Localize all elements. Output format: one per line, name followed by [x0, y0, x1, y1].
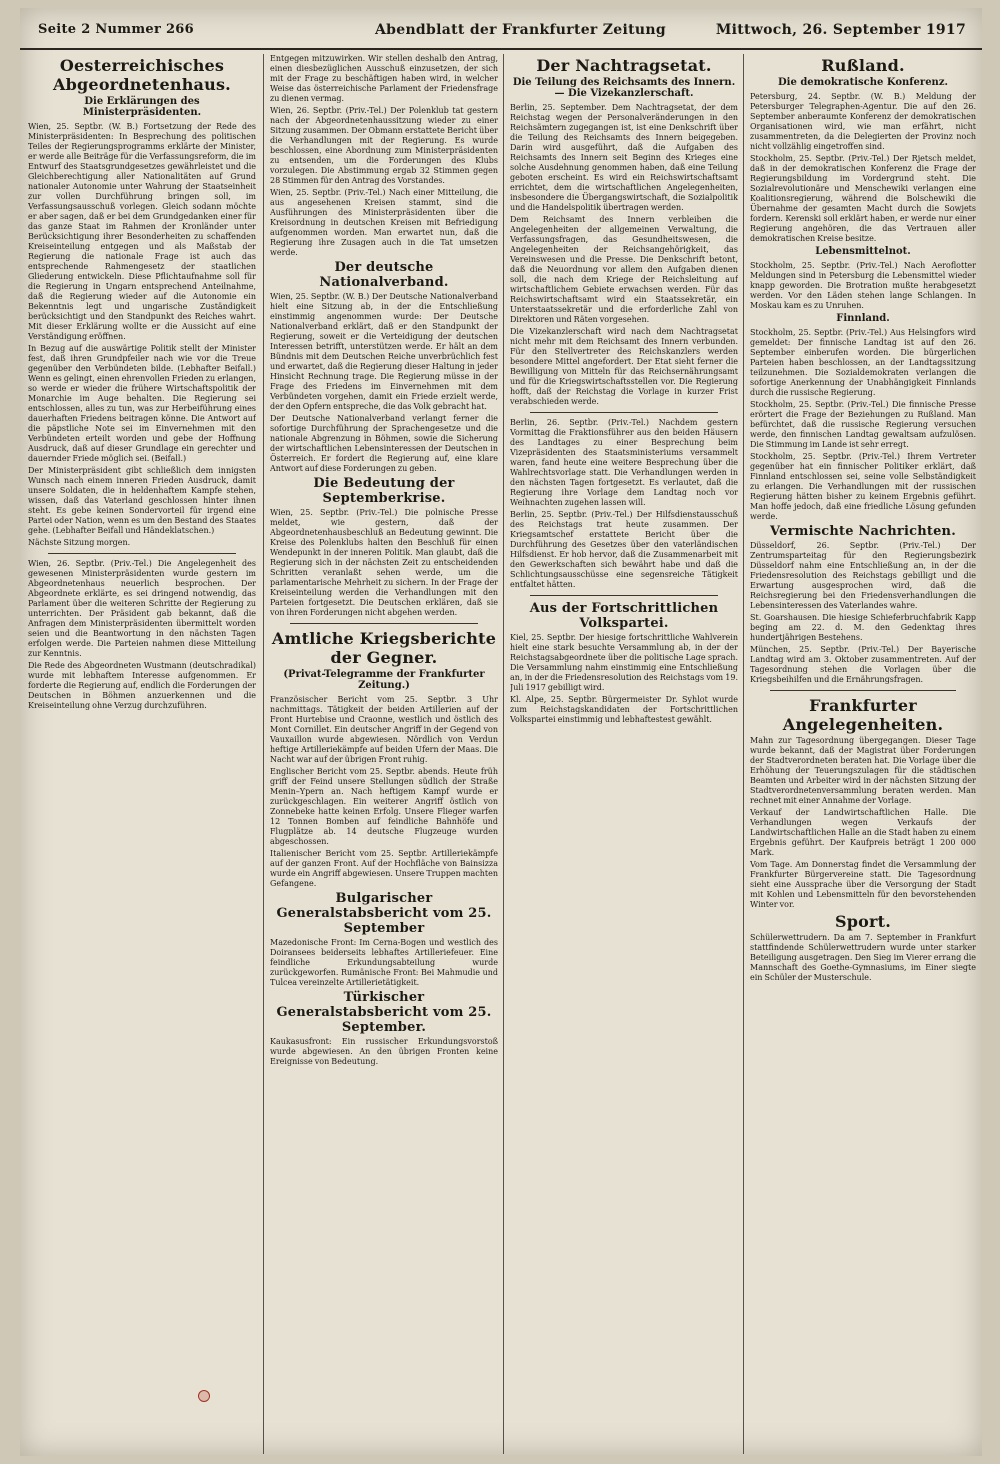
- divider: [530, 595, 718, 596]
- article-paragraph: Kaukasusfront: Ein russischer Erkundungsvorstoß wurde abgewiesen. An den übrigen Fronten keine Ereignisse von Bedeutung.: [270, 1037, 498, 1066]
- article-paragraph: Wien, 26. Septbr. (Priv.-Tel.) Der Polenklub tat gestern nach der Abgeordnetenhaussitzung wieder zu einer Sitzung zusammen. Der Obmann erstattete Bericht über die Verhandlungen mit der Regierung. Es wurde beschlossen, eine Abordnung zum Ministerpräsidenten zu entsenden, um die Forderungen des Klubs vorzulegen. Die Abstimmung ergab 32 Stimmen gegen 28 Stimmen für den Antrag des Vorstandes.: [270, 106, 498, 185]
- article-paragraph: Schülerwettrudern. Da am 7. September in Frankfurt stattfindende Schülerwettrudern wurde unter starker Beteiligung ausgetragen. Den Sieg im Vierer errang die Mannschaft des Goethe-Gymnasiums, im Einer siegte ein Schüler der Musterschule.: [750, 933, 976, 982]
- article-paragraph: Düsseldorf, 26. Septbr. (Priv.-Tel.) Der Zentrumsparteitag für den Regierungsbezirk Düsseldorf nahm eine Entschließung an, in der die Friedensresolution des Reichstags gebilligt und die Erwartung ausgesprochen wird, daß die Reichsregierung bei den Friedensverhandlungen die Lebensinteressen des Vaterlandes wahre.: [750, 541, 976, 610]
- article-paragraph: Berlin, 25. September. Dem Nachtragsetat, der dem Reichstag wegen der Personalveränderungen in den Reichsämtern zugegangen ist, ist eine Denkschrift über die Teilung des Reichsamts des Innern beigegeben. Darin wird ausgeführt, daß die Aufgaben des Reichsamts des Innern seit Beginn des Krieges eine solche Ausdehnung genommen haben, daß eine Teilung geboten erscheint. Es wird ein Reichswirtschaftsamt errichtet, dem die wirtschaftlichen Angelegenheiten, insbesondere die Übergangswirtschaft, die Sozialpolitik und die Handelspolitik übertragen werden.: [510, 103, 738, 212]
- article-paragraph: St. Goarshausen. Die hiesige Schieferbruchfabrik Kapp beging am 22. d. M. den Gedenktag ihres hundertjährigen Bestehens.: [750, 613, 976, 642]
- newspaper-title: Abendblatt der Frankfurter Zeitung: [375, 22, 666, 38]
- article-paragraph: Der Ministerpräsident gibt schließlich dem innigsten Wunsch nach einem inneren Frieden Ausdruck, damit unsere Soldaten, die in heldenhaftem Kampfe stehen, wissen, daß das Vaterland geschlossen hinter ihnen steht. Es gebe keinen Sondervorteil für irgend eine Partei oder Nation, wenn es um den Bestand des Staates gehe. (Lebhafter Beifall und Händeklatschen.): [28, 466, 256, 535]
- article-paragraph: Wien, 25. Septbr. (Priv.-Tel.) Die polnische Presse meldet, wie gestern, daß der Abgeordnetenhausbeschluß an Bedeutung gewinnt. Die Kreise des Polenklubs halten den Beschluß für einen Wendepunkt in der inneren Politik. Man glaubt, daß die Regierung sich in der nächsten Zeit zu entscheidenden Schritten veranlaßt sehen werde, um die parlamentarische Mehrheit zu sichern. In der Frage der Kreiseinteilung werden die Verhandlungen mit den Parteien fortgesetzt. Die Deutschen erklären, daß sie von ihren Forderungen nicht abgehen werden.: [270, 508, 498, 617]
- article-paragraph: Die Rede des Abgeordneten Wustmann (deutschradikal) wurde mit lebhaftem Interesse aufgenommen. Er forderte die Regierung auf, endlich die Forderungen der Deutschen in Böhmen anzuerkennen und die Kreiseinteilung ohne Verzug durchzuführen.: [28, 661, 256, 710]
- article-subheadline: Die Erklärungen des Ministerpräsidenten.: [82, 96, 202, 118]
- article-subheadline: (Privat-Telegramme der Frankfurter Zeitung.): [283, 669, 485, 691]
- article-paragraph: Mazedonische Front: Im Cerna-Bogen und westlich des Doiransees beiderseits lebhaftes Artilleriefeuer. Eine feindliche Erkundungsabteilung wurde zurückgeworfen. Rumänische Front: Bei Mahmudie und Tulcea vereinzelte Artillerietätigkeit.: [270, 938, 498, 987]
- column-3: [510, 54, 738, 1450]
- article-paragraph: Berlin, 26. Septbr. (Priv.-Tel.) Nachdem gestern Vormittag die Fraktionsführer aus den beiden Häusern des Landtages zu einer Besprechung beim Vizepräsidenten des Staatsministeriums versammelt waren, fand heute eine weitere Besprechung über die Wahlrechtsvorlage statt. Die Verhandlungen werden in den nächsten Tagen fortgesetzt. Es verlautet, daß die Regierung ihre Vorlage dem Landtag noch vor Weihnachten zugehen lassen will.: [510, 418, 738, 507]
- article-headline: Oesterreichisches Abgeordnetenhaus.: [53, 56, 231, 94]
- article-paragraph: Die Vizekanzlerschaft wird nach dem Nachtragsetat nicht mehr mit dem Reichsamt des Innern verbunden. Für den Stellvertreter des Reichskanzlers werden besondere Mittel angefordert. Der Etat sieht ferner die Bewilligung von Mitteln für das Reichsernährungsamt und für die Kriegswirtschaftsstellen vor. Die Regierung hofft, daß der Reichstag die Vorlage in kurzer Frist verabschieden werde.: [510, 327, 738, 406]
- article-headline: Die Bedeutung der Septemberkrise.: [313, 476, 455, 506]
- divider: [530, 412, 718, 413]
- article-subheadline: Die demokratische Konferenz.: [778, 77, 948, 88]
- article-paragraph: Wien, 25. Septbr. (Priv.-Tel.) Nach einer Mitteilung, die aus angesehenen Kreisen stammt, sind die Ausführungen des Ministerpräsidenten über die Kreisordnung in deutschen Kreisen mit Befriedigung aufgenommen worden. Man erwartet nun, daß die Regierung ihre Zusagen auch in die Tat umsetzen werde.: [270, 188, 498, 257]
- divider: [770, 690, 956, 691]
- article-paragraph: Berlin, 25. Septbr. (Priv.-Tel.) Der Hilfsdienstausschuß des Reichstags trat heute zusammen. Der Kriegsamtschef erstattete Bericht über die Durchführung des Gesetzes über den vaterländischen Hilfsdienst. Er hob hervor, daß die Zusammenarbeit mit den Gewerkschaften sich bewährt habe und daß die Schlichtungsausschüsse eine segensreiche Tätigkeit entfaltet hätten.: [510, 510, 738, 589]
- masthead: [20, 14, 982, 50]
- column-4: [750, 54, 976, 1450]
- article-paragraph: Stockholm, 25. Septbr. (Priv.-Tel.) Der Rjetsch meldet, daß in der demokratischen Konferenz die Frage der Regierungsbildung im Vordergrund steht. Die Sozialrevolutionäre und Menschewiki verlangen eine Koalitionsregierung, während die Bolschewiki die Übernahme der gesamten Macht durch die Sowjets fordern. Kerenski soll erklärt haben, er werde nur einer Regierung angehören, die das Vertrauen aller demokratischen Kreise besitze.: [750, 154, 976, 243]
- article-paragraph: Wien, 26. Septbr. (Priv.-Tel.) Die Angelegenheit des gewesenen Ministerpräsidenten wurde gestern im Abgeordnetenhaus neuerlich besprochen. Der Abgeordnete erklärte, es sei dringend notwendig, das Parlament über die weiteren Schritte der Regierung zu unterrichten. Der Präsident gab bekannt, daß die Anfragen dem Ministerpräsidenten übermittelt worden seien und die Beantwortung in den nächsten Tagen erfolgen werde. Die Parteien nahmen diese Mitteilung zur Kenntnis.: [28, 559, 256, 658]
- article-paragraph: Mahn zur Tagesordnung übergegangen. Dieser Tage wurde bekannt, daß der Magistrat über Forderungen der Stadtverordneten beraten hat. Die Vorlage über die Erhöhung der Teuerungszulagen für die städtischen Beamten und Arbeiter wird in der nächsten Sitzung der Stadtverordnetenversammlung beraten werden. Man rechnet mit einer Annahme der Vorlage.: [750, 736, 976, 805]
- article-paragraph: Vom Tage. Am Donnerstag findet die Versammlung der Frankfurter Bürgervereine statt. Die Tagesordnung sieht eine Aussprache über die Versorgung der Stadt mit Kohlen und Lebensmitteln für den bevorstehenden Winter vor.: [750, 860, 976, 909]
- article-paragraph: Stockholm, 25. Septbr. (Priv.-Tel.) Aus Helsingfors wird gemeldet: Der finnische Landtag ist auf den 26. September einberufen worden. Die bürgerlichen Parteien haben beschlossen, an der Landtagssitzung teilzunehmen. Die Sozialdemokraten verlangen die sofortige Anerkennung der Unabhängigkeit Finnlands durch die russische Regierung.: [750, 328, 976, 397]
- article-paragraph: Kl. Alpe, 25. Septbr. Bürgermeister Dr. Syhlot wurde zum Reichstagskandidaten der Fortschrittlichen Volkspartei einstimmig und lebhaftestest gewählt.: [510, 695, 738, 724]
- article-paragraph: Kiel, 25. Septbr. Der hiesige fortschrittliche Wahlverein hielt eine stark besuchte Versammlung ab, in der der Reichstagsabgeordnete über die politische Lage sprach. Die Versammlung nahm einstimmig eine Entschließung an, in der die Friedensresolution des Reichstags vom 19. Juli 1917 gebilligt wird.: [510, 633, 738, 692]
- article-paragraph: Italienischer Bericht vom 25. Septbr. Artilleriekämpfe auf der ganzen Front. Auf der Hochfläche von Bainsizza wurde ein Angriff abgewiesen. Unsere Truppen machten Gefangene.: [270, 849, 498, 888]
- article-paragraph: In Bezug auf die auswärtige Politik stellt der Minister fest, daß ihren Grundpfeiler nach wie vor die Treue gegenüber den Verbündeten bilde. (Lebhafter Beifall.) Wenn es gelingt, einen ehrenvollen Frieden zu erlangen, so werde er wieder die frühere Wirtschaftspolitik der Monarchie im Auge behalten. Die Regierung sei entschlossen, alles zu tun, was zur Herbeiführung eines dauerhaften Friedens beitragen könne. Die Antwort auf die päpstliche Note sei im Einvernehmen mit den Verbündeten erteilt worden und gebe der Hoffnung Ausdruck, daß auf dieser Grundlage ein gerechter und dauernder Friede möglich sei. (Beifall.): [28, 344, 256, 463]
- page-number: Seite 2 Nummer 266: [38, 22, 194, 37]
- divider: [290, 623, 478, 624]
- article-subheadline: Lebensmittelnot.: [815, 246, 911, 257]
- article-headline: Bulgarischer Generalstabsbericht vom 25. September: [276, 891, 492, 936]
- article-paragraph: Stockholm, 25. Septbr. (Priv.-Tel.) Nach Aeroflotter Meldungen sind in Petersburg die Lebensmittel wieder knapp geworden. Die Brotration mußte herabgesetzt werden. Vor den Läden stehen lange Schlangen. In Moskau kam es zu Unruhen.: [750, 261, 976, 310]
- stamp-mark: [198, 1390, 210, 1402]
- article-subheadline: Die Teilung des Reichsamts des Innern. — Die Vizekanzlerschaft.: [512, 77, 736, 99]
- article-headline: Türkischer Generalstabsbericht vom 25. September.: [276, 990, 492, 1035]
- column-rule: [503, 54, 504, 1454]
- article-headline: Der deutsche Nationalverband.: [319, 260, 449, 290]
- column-rule: [263, 54, 264, 1454]
- article-headline: Amtliche Kriegsberichte der Gegner.: [271, 629, 497, 667]
- article-paragraph: Nächste Sitzung morgen.: [28, 538, 131, 547]
- article-headline: Frankfurter Angelegenheiten.: [782, 696, 944, 734]
- divider: [48, 553, 236, 554]
- article-paragraph: Stockholm, 25. Septbr. (Priv.-Tel.) Ihrem Vertreter gegenüber hat ein finnischer Politiker erklärt, daß Finnland entschlossen sei, seine volle Selbständigkeit zu erlangen. Die Verhandlungen mit der russischen Regierung hätten bisher zu keinem Ergebnis geführt. Man hoffe jedoch, daß eine friedliche Lösung gefunden werde.: [750, 452, 976, 521]
- article-headline: Sport.: [834, 912, 891, 931]
- article-paragraph: München, 25. Septbr. (Priv.-Tel.) Der Bayerische Landtag wird am 3. Oktober zusammentreten. Auf der Tagesordnung stehen die Vorlagen über die Kriegsbeihilfen und die Ernährungsfragen.: [750, 645, 976, 684]
- article-headline: Der Nachtragsetat.: [536, 56, 712, 75]
- article-paragraph: Dem Reichsamt des Innern verbleiben die Angelegenheiten der allgemeinen Verwaltung, die Verfassungsfragen, das Gesundheitswesen, die Angelegenheiten der Reichsangehörigkeit, das Vereinswesen und die Presse. Die Denkschrift betont, daß die Neuordnung vor allem den Aufgaben dienen soll, die nach dem Kriege der Reichsleitung auf wirtschaftlichem Gebiete erwachsen werden. Für das Reichswirtschaftsamt wird ein Staatssekretär, ein Unterstaatssekretär und die erforderliche Zahl von Direktoren und Räten vorgesehen.: [510, 215, 738, 324]
- article-paragraph: Der Deutsche Nationalverband verlangt ferner die sofortige Durchführung der Sprachengesetze und die nationale Abgrenzung in Böhmen, sowie die Sicherung der wirtschaftlichen Lebensinteressen der Deutschen in Österreich. Er fordert die Regierung auf, eine klare Antwort auf diese Forderungen zu geben.: [270, 414, 498, 473]
- column-rule: [743, 54, 744, 1454]
- article-subheadline: Finnland.: [836, 313, 890, 324]
- article-paragraph: Französischer Bericht vom 25. Septbr. 3 Uhr nachmittags. Tätigkeit der beiden Artillerien auf der Front Hurtebise und Craonne, westlich und östlich des Mont Cornillet. Ein deutscher Angriff in der Gegend von Vauxaillon wurde abgewiesen. Nördlich von Verdun heftige Artilleriekämpfe auf beiden Ufern der Maas. Die Nacht war auf der übrigen Front ruhig.: [270, 695, 498, 764]
- article-headline: Aus der Fortschrittlichen Volkspartei.: [529, 601, 719, 631]
- article-paragraph: Wien, 25. Septbr. (W. B.) Fortsetzung der Rede des Ministerpräsidenten: In Besprechung des politischen Teiles der Regierungsprogramms erklärte der Minister, er werde alle Beiträge für die Verfassungsreform, die im Entwurf des Staatsgrundgesetzes gewährleistet und die Gleichberechtigung aller Nationalitäten auf Grund nationaler Autonomie unter Wahrung der Staatseinheit zur vollen Durchführung bringen soll, im Verfassungsausschuß vorlegen. Gleich sodann möchte er aber sagen, daß er bei dem Grundgedanken einer für das ganze Staat im Rahmen der Kronländer unter Berücksichtigung ihrer Besonderheiten zu schaffenden Kreiseinteilung entgegen und als Maßstab der Regierung die nationale Frage ist auch das entsprechende Rahmengesetz der staatlichen Gliederung entwickeln. Diese Pflichtaufnahme soll für die Regierung in Ungarn entsprechend Anteilnahme, daß die Regierung wieder auf die Autonomie ein Bekenntnis legt und ungarische Zuständigkeit berücksichtigt und den Standpunkt des Reiches wahrt. Mit dieser Erklärung wollte er die Aussicht auf eine Verständigung eröffnen.: [28, 122, 256, 341]
- article-paragraph: Verkauf der Landwirtschaftlichen Halle. Die Verhandlungen wegen Verkaufs der Landwirtschaftlichen Halle an die Stadt haben zu einem Ergebnis geführt. Der Kaufpreis beträgt 1 200 000 Mark.: [750, 808, 976, 857]
- article-paragraph: Petersburg, 24. Septbr. (W. B.) Meldung der Petersburger Telegraphen-Agentur. Die auf den 26. September anberaumte Konferenz der demokratischen Organisationen wird, wie man erfährt, nicht zusammentreten, da die Delegierten der Provinz noch nicht vollzählig eingetroffen sind.: [750, 92, 976, 151]
- article-paragraph: Englischer Bericht vom 25. Septbr. abends. Heute früh griff der Feind unsere Stellungen südlich der Straße Menin–Ypern an. Nach heftigem Kampf wurde er zurückgeschlagen. Ein weiterer Angriff östlich von Zonnebeke hatte keinen Erfolg. Unsere Flieger warfen 12 Tonnen Bomben auf feindliche Bahnhöfe und Flugplätze ab. 14 deutsche Flugzeuge wurden abgeschossen.: [270, 767, 498, 846]
- issue-date: Mittwoch, 26. September 1917: [715, 22, 966, 38]
- newspaper-page: [20, 8, 982, 1456]
- article-paragraph: Stockholm, 25. Septbr. (Priv.-Tel.) Die finnische Presse erörtert die Frage der Beziehungen zu Rußland. Man befürchtet, daß die russische Regierung versuchen werde, den finnischen Landtag gewaltsam aufzulösen. Die Stimmung im Lande ist sehr erregt.: [750, 400, 976, 449]
- column-2: [270, 54, 498, 1450]
- article-paragraph: Entgegen mitzuwirken. Wir stellen deshalb den Antrag, einen diesbezüglichen Ausschuß einzusetzen, der sich mit der Frage zu beschäftigen haben wird, in welcher Weise das österreichische Parlament der Friedensfrage zu dienen vermag.: [270, 54, 498, 103]
- article-paragraph: Wien, 25. Septbr. (W. B.) Der Deutsche Nationalverband hielt eine Sitzung ab, in der die Entschließung einstimmig angenommen wurde: Der Deutsche Nationalverband erklärt, daß er den Standpunkt der Regierung, soweit er die Verteidigung der deutschen Interessen betrifft, unterstützen werde. Er hält an dem Bündnis mit dem Deutschen Reiche unverbrüchlich fest und erwartet, daß die Regierung dieser Haltung in jeder Hinsicht Rechnung trage. Die Regierung müsse in der Frage des Friedens im Einvernehmen mit dem Verbündeten vorgehen, damit ein Friede erzielt werde, der den Opfern entspreche, die das Volk gebracht hat.: [270, 292, 498, 411]
- article-headline: Rußland.: [821, 56, 905, 75]
- article-headline: Vermischte Nachrichten.: [770, 524, 956, 539]
- column-1: [28, 54, 256, 1450]
